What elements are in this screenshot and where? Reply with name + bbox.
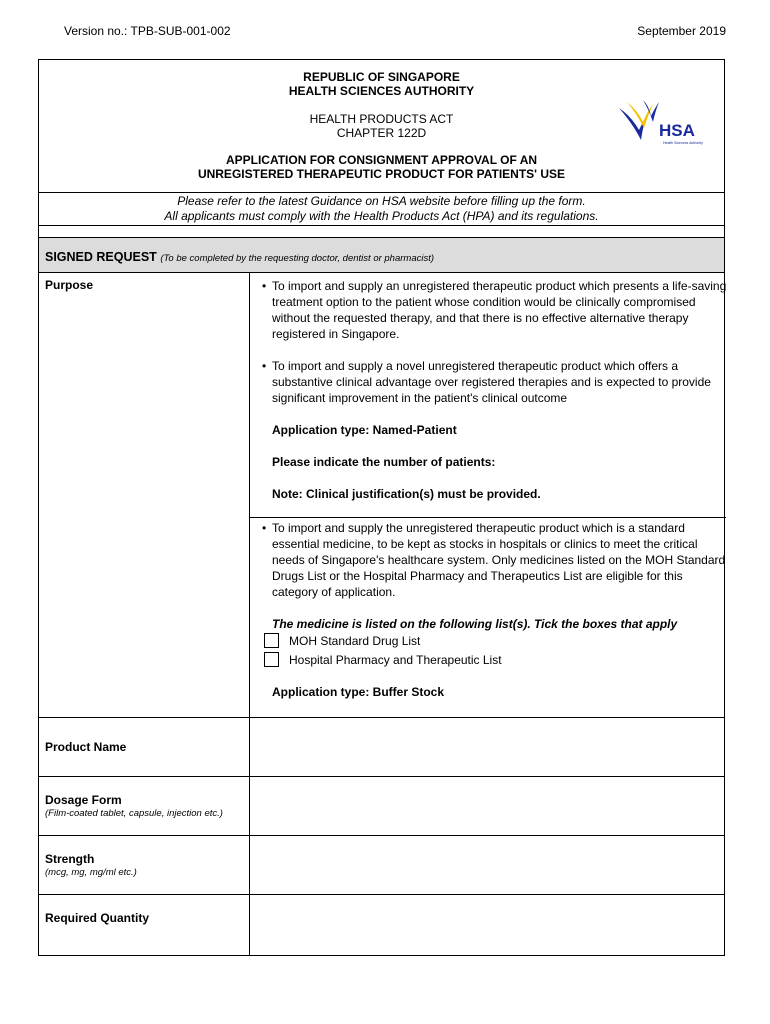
moh-standard-drug-list-label: MOH Standard Drug List: [289, 634, 421, 648]
dosage-form-label: Dosage Form: [45, 793, 122, 807]
product-name-input[interactable]: [250, 718, 725, 776]
purpose-option-buffer-stock: • To import and supply the unregistered therapeutic product which is a standard essential medicine, to be kept as stocks in hospitals or clinics to meet the critical needs of Singapore's healthcare system. Only medicines listed on the MOH Standard Drugs List or the Hospital Pharmacy and Therapeutics List are eligible for this category of application.: [262, 521, 726, 599]
authority-name: REPUBLIC OF SINGAPORE HEALTH SCIENCES AUTHORITY: [288, 70, 475, 98]
form-date: September 2019: [637, 24, 726, 38]
purpose-option-novel: • To import and supply a novel unregistered therapeutic product which offers a substantive clinical advantage over registered therapies and is expected to provide significant improvement in the patient's clinical outcome: [262, 359, 711, 405]
form-title: APPLICATION FOR CONSIGNMENT APPROVAL OF AN UNREGISTERED THERAPEUTIC PRODUCT FOR PATIENTS' USE: [197, 153, 566, 181]
signed-request-header: [39, 237, 724, 273]
purpose-option-life-saving: • To import and supply an unregistered therapeutic product which presents a life-saving treatment option to the patient whose condition would be clinically compromised without the requested therapy, and that there is no effective alternative therapy registered in Singapore.: [262, 279, 727, 341]
number-of-patients-label[interactable]: Please indicate the number of patients:: [272, 455, 496, 469]
svg-text:Health Sciences Authority: Health Sciences Authority: [663, 141, 703, 145]
act-name: HEALTH PRODUCTS ACT CHAPTER 122D: [309, 112, 454, 140]
strength-label: Strength: [45, 852, 95, 866]
section-divider: [249, 517, 726, 518]
product-name-label: Product Name: [45, 740, 127, 754]
required-quantity-label: Required Quantity: [45, 911, 150, 925]
dosage-form-hint: (Film-coated tablet, capsule, injection etc.): [45, 808, 223, 819]
bullet-icon: •: [262, 521, 267, 535]
required-quantity-input[interactable]: [250, 895, 725, 955]
clinical-justification-note: Note: Clinical justification(s) must be provided.: [272, 487, 541, 501]
strength-hint: (mcg, mg, mg/ml etc.): [45, 867, 137, 878]
hospital-pharmacy-list-label: Hospital Pharmacy and Therapeutic List: [289, 653, 502, 667]
hospital-pharmacy-list-checkbox[interactable]: [264, 652, 279, 667]
signed-request-note: (To be completed by the requesting doctor, dentist or pharmacist): [160, 253, 435, 264]
moh-standard-drug-list-checkbox[interactable]: [264, 633, 279, 648]
strength-input[interactable]: [250, 836, 725, 894]
signed-request-title: SIGNED REQUEST: [45, 250, 157, 264]
bullet-icon: •: [262, 279, 267, 293]
list-heading: The medicine is listed on the following list(s). Tick the boxes that apply: [272, 617, 678, 631]
version-number: Version no.: TPB-SUB-001-002: [64, 24, 231, 38]
application-type-named-patient: Application type: Named-Patient: [272, 423, 457, 437]
guidance-notice: Please refer to the latest Guidance on HSA website before filling up the form. All applicants must comply with the Health Products Act (HPA) and its regulations.: [38, 193, 725, 226]
purpose-label: Purpose: [45, 278, 94, 292]
signed-request-table: [38, 226, 725, 956]
form-header: [38, 59, 725, 193]
bullet-icon: •: [262, 359, 267, 373]
svg-text:HSA: HSA: [659, 121, 695, 140]
hsa-logo-icon: [613, 96, 713, 154]
dosage-form-input[interactable]: [250, 777, 725, 835]
application-type-buffer-stock: Application type: Buffer Stock: [272, 685, 445, 699]
table-bottom-border: [39, 955, 724, 956]
